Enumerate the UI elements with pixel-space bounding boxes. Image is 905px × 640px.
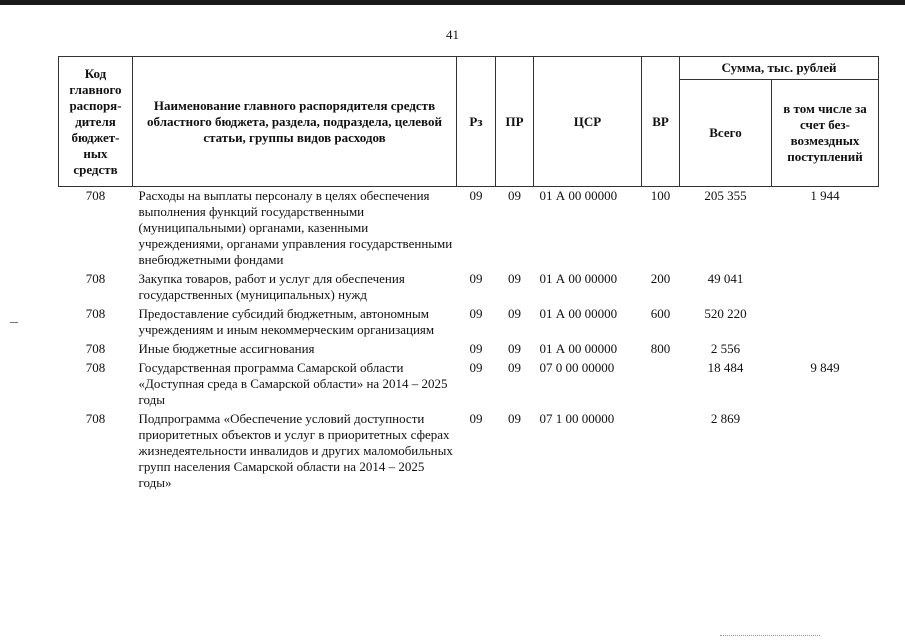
cell-free <box>772 410 879 493</box>
header-free: в том числе за счет без-возмездных поступлений <box>772 80 879 187</box>
cell-name: Подпрограмма «Обеспечение условий доступности приоритетных объектов и услуг в приоритетных сферах жизнедеятельности инвалидов и других маломобильных групп населения Самарской области на 2014 – 2025 годы» <box>138 411 453 490</box>
table-row <box>59 305 879 340</box>
cell-name: Закупка товаров, работ и услуг для обеспечения государственных (муниципальных) нужд <box>138 271 405 302</box>
cell-rz: 09 <box>469 360 483 375</box>
cell-code: 708 <box>85 360 106 375</box>
header-code: Код главного распоря-дителя бюджет-ных средств <box>59 57 133 187</box>
cell-csr: 01 А 00 00000 <box>539 306 618 321</box>
cell-name: Иные бюджетные ассигнования <box>138 341 315 356</box>
cell-code: 708 <box>85 271 106 286</box>
cell-pr: 09 <box>508 271 521 286</box>
cell-rz: 09 <box>469 306 483 321</box>
header-vr: ВР <box>642 57 680 187</box>
cell-vr: 600 <box>650 306 671 321</box>
header-pr: ПР <box>496 57 534 187</box>
table-row <box>59 340 879 359</box>
cell-total: 520 220 <box>704 306 747 321</box>
cell-code: 708 <box>85 188 106 203</box>
cell-total: 2 556 <box>710 341 741 356</box>
cell-rz: 09 <box>469 271 483 286</box>
cell-pr: 09 <box>508 360 521 375</box>
cell-total: 205 355 <box>704 188 747 203</box>
cell-pr: 09 <box>508 341 521 356</box>
cell-code: 708 <box>85 306 106 321</box>
table-row <box>59 187 879 271</box>
cell-vr <box>642 410 680 493</box>
cell-pr: 09 <box>508 306 521 321</box>
table-body <box>59 187 879 494</box>
header-sum: Сумма, тыс. рублей <box>680 57 879 80</box>
cell-vr <box>642 359 680 410</box>
table-row <box>59 410 879 493</box>
table-header <box>59 57 879 187</box>
cell-csr: 07 1 00 00000 <box>539 411 615 426</box>
cell-rz: 09 <box>469 341 483 356</box>
table-row <box>59 359 879 410</box>
scan-top-border <box>0 0 905 5</box>
cell-rz: 09 <box>469 188 483 203</box>
cell-free <box>772 340 879 359</box>
cell-pr: 09 <box>508 411 521 426</box>
cell-total: 49 041 <box>707 271 744 286</box>
cell-code: 708 <box>85 341 106 356</box>
header-rz: Рз <box>457 57 496 187</box>
cell-free <box>772 305 879 340</box>
header-csr: ЦСР <box>534 57 642 187</box>
table-row <box>59 270 879 305</box>
page-number: 41 <box>446 27 459 42</box>
cell-vr: 100 <box>650 188 671 203</box>
cell-name: Расходы на выплаты персоналу в целях обеспечения выполнения функций государственными (муниципальными) органами, казенными учреждениями, органами управления государственными внебюджетными фондами <box>138 188 453 267</box>
budget-table <box>58 56 879 493</box>
cell-vr: 200 <box>650 271 671 286</box>
cell-total: 2 869 <box>710 411 741 426</box>
cell-free: 1 944 <box>810 188 840 203</box>
cell-csr: 01 А 00 00000 <box>539 188 618 203</box>
scan-margin-mark <box>10 322 18 323</box>
cell-code: 708 <box>85 411 106 426</box>
cell-csr: 01 А 00 00000 <box>539 271 618 286</box>
scan-bottom-mark <box>720 635 820 637</box>
cell-free <box>772 270 879 305</box>
cell-csr: 01 А 00 00000 <box>539 341 618 356</box>
header-name: Наименование главного распорядителя средств областного бюджета, раздела, подраздела, целевой статьи, группы видов расходов <box>133 57 457 187</box>
cell-rz: 09 <box>469 411 483 426</box>
cell-csr: 07 0 00 00000 <box>539 360 615 375</box>
cell-name: Предоставление субсидий бюджетным, автономным учреждениям и иным некоммерческим организациям <box>138 306 435 337</box>
cell-name: Государственная программа Самарской области «Доступная среда в Самарской области» на 2014 – 2025 годы <box>138 360 448 407</box>
cell-free: 9 849 <box>810 360 840 375</box>
cell-pr: 09 <box>508 188 521 203</box>
header-total: Всего <box>680 80 772 187</box>
cell-vr: 800 <box>650 341 671 356</box>
cell-total: 18 484 <box>707 360 744 375</box>
